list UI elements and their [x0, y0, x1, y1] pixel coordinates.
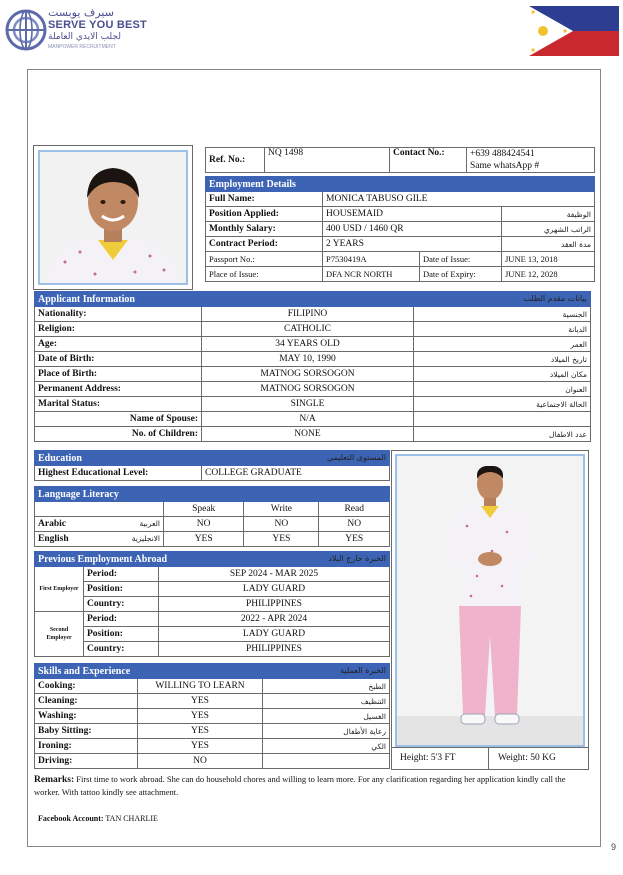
religion-arabic: الديانة	[414, 322, 591, 337]
write-header: Write	[244, 502, 319, 517]
company-logo	[4, 8, 48, 52]
employment-section-table	[205, 176, 595, 282]
arabic-write: NO	[244, 517, 319, 532]
babysitting-arabic: رعاية الأطفال	[263, 724, 390, 739]
position-label: Position Applied:	[206, 207, 323, 222]
salary-arabic: الراتب الشهري	[502, 222, 595, 237]
table-row	[35, 517, 390, 532]
previous-title-arabic: الخبرة خارج البلاد	[328, 553, 386, 563]
full-name-value: MONICA TABUSO GILE	[323, 192, 595, 207]
children-label: No. of Children:	[35, 427, 202, 442]
washing-arabic: الغسيل	[263, 709, 390, 724]
education-table	[34, 450, 390, 481]
arabic-speak: NO	[164, 517, 244, 532]
salary-value: 400 USD / 1460 QR	[323, 222, 502, 237]
contact-value: +639 488424541	[470, 149, 535, 159]
table-row	[35, 627, 390, 642]
read-header: Read	[319, 502, 390, 517]
arabic-language-arabic: العربية	[139, 519, 160, 528]
issue-date-label: Date of Issue:	[420, 252, 502, 267]
full-name-label: Full Name:	[206, 192, 323, 207]
contract-value: 2 YEARS	[323, 237, 502, 252]
first-period-value: SEP 2024 - MAR 2025	[159, 567, 390, 582]
table-row	[35, 739, 390, 754]
remarks-text: First time to work abroad. She can do household chores and willing to learn more. For any clarification regarding her application kindly call the worker. With tattoo kindly see attachment.	[34, 774, 566, 797]
cleaning-label: Cleaning:	[35, 694, 138, 709]
table-row	[35, 382, 591, 397]
washing-value: YES	[138, 709, 263, 724]
language-header-blank	[35, 502, 164, 517]
speak-header: Speak	[164, 502, 244, 517]
previous-employment-table	[34, 551, 390, 657]
birthplace-value: MATNOG SORSOGON	[202, 367, 414, 382]
children-arabic: عدد الاطفال	[414, 427, 591, 442]
table-row	[35, 679, 390, 694]
driving-label: Driving:	[35, 754, 138, 769]
first-period-label: Period:	[84, 567, 159, 582]
english-language-cell	[35, 532, 164, 547]
measurements-bar	[392, 747, 588, 770]
second-country-value: PHILIPPINES	[159, 642, 390, 657]
arabic-language-cell	[35, 517, 164, 532]
body-photo-frame	[391, 450, 589, 770]
ref-label: Ref. No.:	[206, 148, 265, 173]
logo-subtitle: MANPOWER RECRUITMENT	[48, 44, 116, 50]
position-arabic: الوظيفة	[502, 207, 595, 222]
expiry-label: Date of Expiry:	[420, 267, 502, 282]
logo-english-name: SERVE YOU BEST	[48, 19, 147, 31]
table-row	[35, 754, 390, 769]
children-value: NONE	[202, 427, 414, 442]
second-country-label: Country:	[84, 642, 159, 657]
nationality-arabic: الجنسية	[414, 307, 591, 322]
first-position-value: LADY GUARD	[159, 582, 390, 597]
second-employer-label: Second Employer	[35, 612, 84, 657]
logo-globe-icon	[4, 8, 48, 52]
logo-arabic-subtitle: لجلب الايدي العاملة	[48, 32, 121, 42]
body-photo	[395, 454, 585, 747]
passport-label: Passport No.:	[206, 252, 323, 267]
remarks-label: Remarks:	[34, 775, 75, 785]
first-position-label: Position:	[84, 582, 159, 597]
cooking-value: WILLING TO LEARN	[138, 679, 263, 694]
education-title-arabic: المستوى التعليمي	[326, 452, 386, 462]
table-row	[35, 397, 591, 412]
table-row	[35, 597, 390, 612]
babysitting-value: YES	[138, 724, 263, 739]
contract-arabic: مدة العقد	[502, 237, 595, 252]
english-speak: YES	[164, 532, 244, 547]
religion-label: Religion:	[35, 322, 202, 337]
applicant-title-arabic: بيانات مقدم الطلب	[523, 293, 587, 303]
position-value: HOUSEMAID	[323, 207, 502, 222]
face-photo-frame	[33, 145, 193, 290]
table-row	[35, 582, 390, 597]
dob-arabic: تاريخ الميلاد	[414, 352, 591, 367]
previous-section-title	[35, 552, 390, 567]
issue-date-value: JUNE 13, 2018	[502, 252, 595, 267]
arabic-language-label: Arabic	[38, 519, 66, 529]
salary-label: Monthly Salary:	[206, 222, 323, 237]
contract-label: Contract Period:	[206, 237, 323, 252]
second-position-value: LADY GUARD	[159, 627, 390, 642]
arabic-read: NO	[319, 517, 390, 532]
facebook-value: TAN CHARLIE	[105, 814, 158, 823]
applicant-info-table	[34, 291, 591, 442]
employment-section-title: Employment Details	[206, 177, 595, 192]
table-row	[35, 532, 390, 547]
cleaning-arabic: التنظيف	[263, 694, 390, 709]
dob-value: MAY 10, 1990	[202, 352, 414, 367]
weight-text: Weight: 50 KG	[498, 753, 556, 763]
spouse-label: Name of Spouse:	[35, 412, 202, 427]
ironing-value: YES	[138, 739, 263, 754]
table-row	[35, 412, 591, 427]
employment-details-table	[205, 147, 595, 173]
table-row	[35, 427, 591, 442]
skills-section-title	[35, 664, 390, 679]
second-position-label: Position:	[84, 627, 159, 642]
table-row	[35, 322, 591, 337]
skills-title-arabic: الخبرة العملية	[340, 665, 386, 675]
english-language-arabic: الانجليزية	[131, 534, 160, 543]
age-arabic: العمر	[414, 337, 591, 352]
skills-table	[34, 663, 390, 769]
address-arabic: العنوان	[414, 382, 591, 397]
table-row	[35, 724, 390, 739]
marital-label: Marital Status:	[35, 397, 202, 412]
second-period-label: Period:	[84, 612, 159, 627]
applicant-title: Applicant Information	[38, 293, 135, 305]
education-label: Highest Educational Level:	[35, 466, 202, 481]
address-value: MATNOG SORSOGON	[202, 382, 414, 397]
table-row	[35, 709, 390, 724]
face-photo	[38, 150, 188, 285]
babysitting-label: Baby Sitting:	[35, 724, 138, 739]
logo-arabic-name: سيرف يوبست	[48, 6, 114, 19]
language-section-title: Language Literacy	[35, 487, 390, 502]
spouse-arabic	[414, 412, 591, 427]
birthplace-label: Place of Birth:	[35, 367, 202, 382]
philippine-flag-icon	[529, 6, 619, 56]
expiry-value: JUNE 12, 2028	[502, 267, 595, 282]
cooking-arabic: الطبخ	[263, 679, 390, 694]
language-table	[34, 486, 390, 547]
skills-title: Skills and Experience	[38, 665, 131, 677]
height-text: Height: 5'3 FT	[400, 753, 456, 763]
second-period-value: 2022 - APR 2024	[159, 612, 390, 627]
education-title: Education	[38, 452, 82, 464]
first-country-label: Country:	[84, 597, 159, 612]
first-country-value: PHILIPPINES	[159, 597, 390, 612]
table-row	[35, 337, 591, 352]
passport-value: P7530419A	[323, 252, 420, 267]
birthplace-arabic: مكان الميلاد	[414, 367, 591, 382]
education-section-title	[35, 451, 390, 466]
ironing-label: Ironing:	[35, 739, 138, 754]
remarks	[34, 773, 590, 798]
table-row	[35, 567, 390, 582]
applicant-section-title	[35, 292, 591, 307]
table-row	[35, 694, 390, 709]
issue-place-label: Place of Issue:	[206, 267, 323, 282]
facebook-account	[38, 814, 158, 823]
education-value: COLLEGE GRADUATE	[202, 466, 390, 481]
table-row	[35, 642, 390, 657]
age-value: 34 YEARS OLD	[202, 337, 414, 352]
contact-label: Contact No.:	[390, 148, 467, 173]
ref-value: NQ 1498	[265, 148, 390, 173]
contact-cell	[467, 148, 595, 173]
marital-arabic: الحالة الاجتماعية	[414, 397, 591, 412]
contact-note: Same whatsApp #	[470, 161, 540, 171]
table-row	[35, 612, 390, 627]
english-language-label: English	[38, 534, 69, 544]
issue-place-value: DFA NCR NORTH	[323, 267, 420, 282]
first-employer-label: First Employer	[35, 567, 84, 612]
driving-arabic	[263, 754, 390, 769]
spouse-value: N/A	[202, 412, 414, 427]
table-row	[35, 307, 591, 322]
address-label: Permanent Address:	[35, 382, 202, 397]
table-row	[35, 352, 591, 367]
marital-value: SINGLE	[202, 397, 414, 412]
washing-label: Washing:	[35, 709, 138, 724]
nationality-value: FILIPINO	[202, 307, 414, 322]
religion-value: CATHOLIC	[202, 322, 414, 337]
nationality-label: Nationality:	[35, 307, 202, 322]
table-row	[35, 367, 591, 382]
dob-label: Date of Birth:	[35, 352, 202, 367]
english-read: YES	[319, 532, 390, 547]
ironing-arabic: الكي	[263, 739, 390, 754]
previous-title: Previous Employment Abroad	[38, 553, 168, 565]
cooking-label: Cooking:	[35, 679, 138, 694]
measurement-divider	[488, 748, 489, 770]
cleaning-value: YES	[138, 694, 263, 709]
facebook-label: Facebook Account:	[38, 814, 104, 823]
driving-value: NO	[138, 754, 263, 769]
page-number: 9	[611, 842, 617, 852]
age-label: Age:	[35, 337, 202, 352]
english-write: YES	[244, 532, 319, 547]
